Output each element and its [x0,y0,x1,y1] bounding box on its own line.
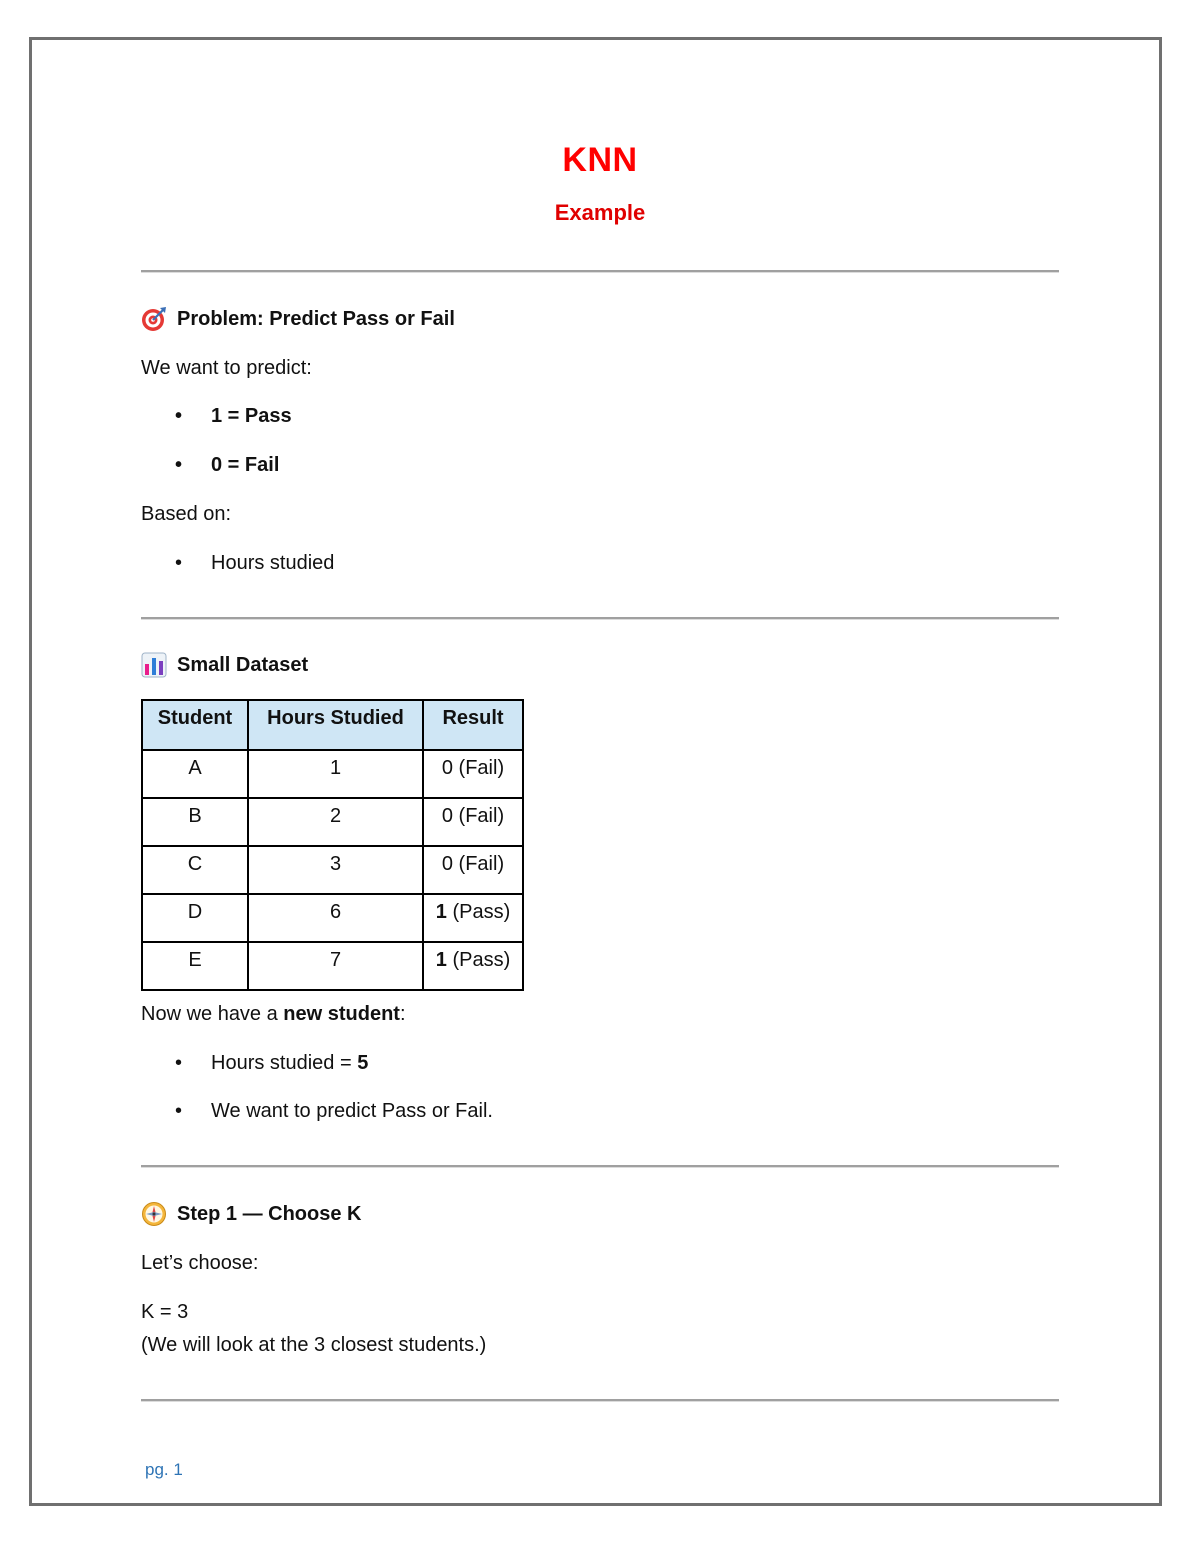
column-header-student: Student [142,700,248,750]
column-header-result: Result [423,700,523,750]
problem-heading-text: Problem: Predict Pass or Fail [177,307,455,330]
step1-heading-text: Step 1 — Choose K [177,1202,362,1225]
cell-hours: 2 [248,798,423,846]
dataset-table [141,699,524,991]
cell-student: A [142,750,248,798]
cell-hours: 1 [248,750,423,798]
based-on-text: Based on: [141,503,232,525]
divider [141,270,1059,273]
page-number: pg. 1 [145,1460,183,1479]
cell-result: 0 (Fail) [423,750,523,798]
list-item: • 1 = Pass [175,405,292,427]
problem-intro: We want to predict: [141,357,312,379]
table-header-row [142,700,523,750]
k-note: (We will look at the 3 closest students.) [141,1334,487,1356]
cell-student: C [142,846,248,894]
step1-intro: Let’s choose: [141,1252,259,1274]
bar-chart-icon [141,652,167,678]
divider [141,1165,1059,1168]
problem-heading [141,306,455,332]
table-row [142,894,523,942]
dataset-heading-text: Small Dataset [177,653,309,676]
page-title: KNN [562,141,638,179]
table-row [142,942,523,990]
compass-icon [141,1201,167,1227]
list-item: • 0 = Fail [175,454,280,476]
divider [141,617,1059,620]
label-pass: 1 = Pass [211,405,292,427]
cell-result: 1 (Pass) [423,942,523,990]
cell-result: 0 (Fail) [423,798,523,846]
cell-student: D [142,894,248,942]
table-row [142,846,523,894]
divider [141,1399,1059,1402]
target-icon [141,306,167,332]
cell-result: 1 (Pass) [423,894,523,942]
table-row [142,750,523,798]
cell-student: E [142,942,248,990]
predict-text: We want to predict Pass or Fail. [211,1100,493,1122]
new-student-hours-value: 5 [357,1052,369,1074]
new-student-hours: Hours studied = [211,1052,358,1074]
cell-student: B [142,798,248,846]
step1-heading [141,1201,361,1227]
cell-hours: 3 [248,846,423,894]
cell-hours: 6 [248,894,423,942]
list-item: • Hours studied = 5 [175,1052,369,1074]
k-value: K = 3 [141,1301,189,1323]
label-fail: 0 = Fail [211,454,280,476]
page-subtitle: Example [554,200,646,225]
dataset-heading [141,652,308,678]
table-row [142,798,523,846]
feature-hours: Hours studied [211,552,335,574]
list-item: • We want to predict Pass or Fail. [175,1100,493,1122]
list-item: • Hours studied [175,552,335,574]
new-student-text: Now we have a new student: [141,1003,406,1025]
cell-result: 0 (Fail) [423,846,523,894]
cell-hours: 7 [248,942,423,990]
column-header-hours: Hours Studied [248,700,423,750]
